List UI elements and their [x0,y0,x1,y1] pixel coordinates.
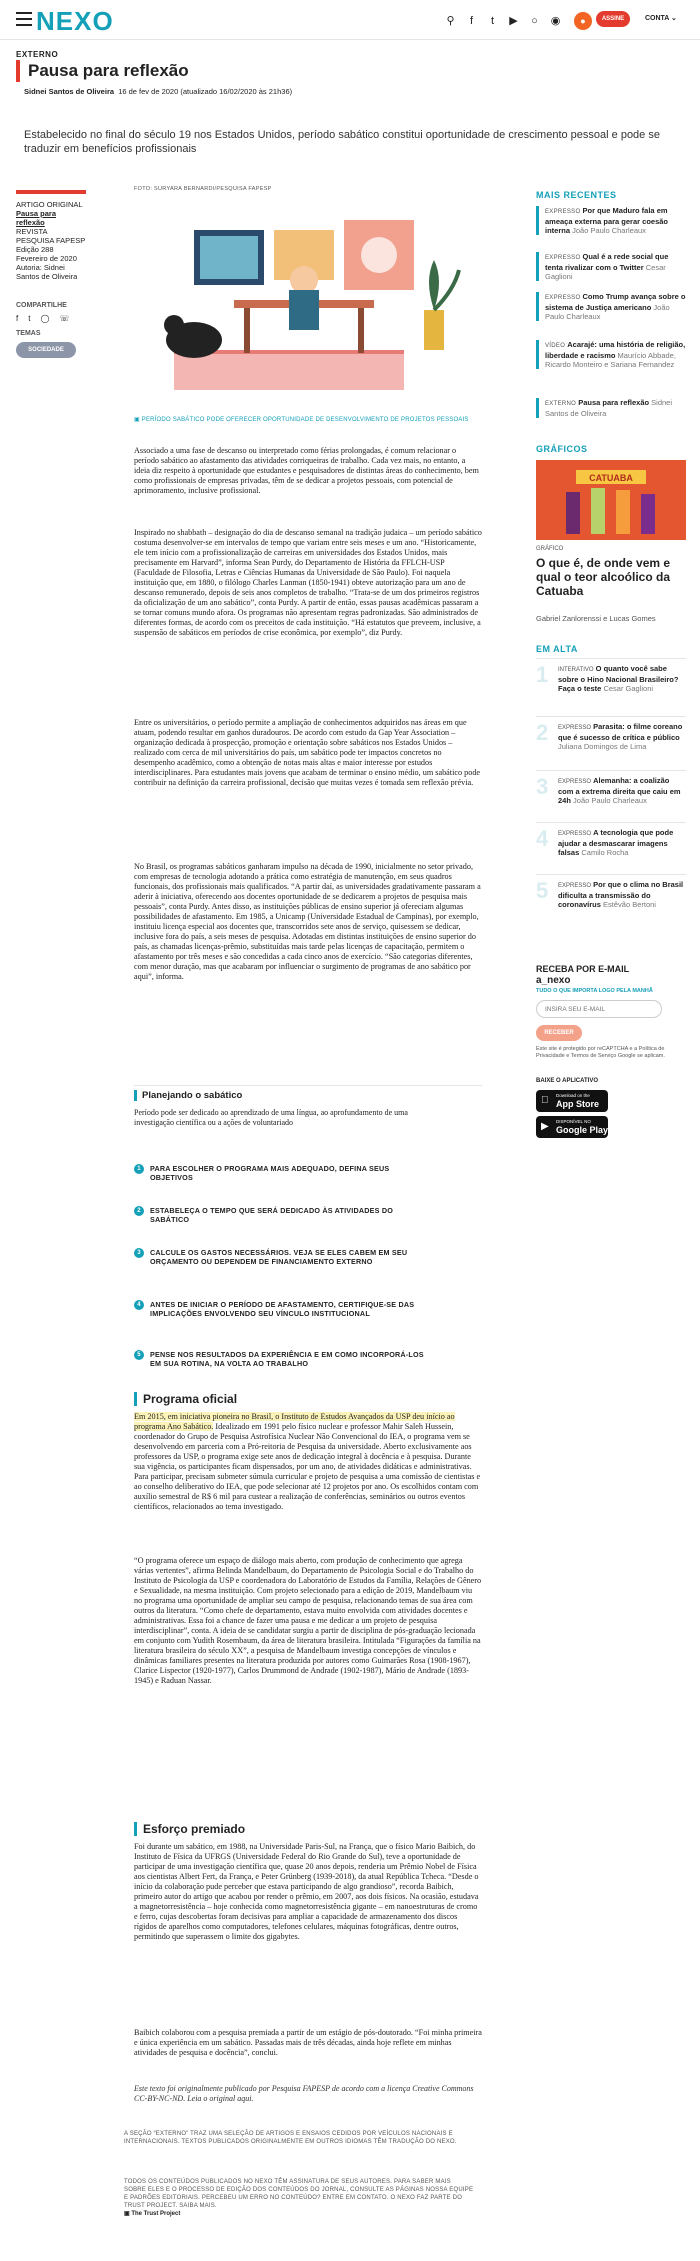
top-bar [0,0,700,40]
newsletter-title: RECEBA POR E-MAIL [536,964,630,974]
podcast-icon[interactable]: ● [574,12,592,30]
updated-date: (atualizado 16/02/2020 às 21h36) [180,87,293,96]
newsletter-subtitle: TUDO O QUE IMPORTA LOGO PELA MANHÃ [536,988,653,994]
highlighted-text: Em 2015, em iniciativa pioneira no Brasil, o Instituto de Estudos Avançados da USP deu início ao programa Ano Sabático. [134,1412,455,1431]
byline [24,87,292,96]
theme-tag[interactable]: SOCIEDADE [16,342,76,358]
planning-step: 5 PENSE NOS RESULTADOS DA EXPERIÊNCIA E EM COMO INCORPORÁ-LOS EM SUA ROTINA, NA VOLTA AO TRABALHO [134,1350,434,1368]
apple-icon [541,1095,549,1106]
site-logo[interactable]: NEXO [36,6,114,36]
graphics-heading: GRÁFICOS [536,444,588,454]
edition-month: Fevereiro de 2020 [16,254,77,263]
recent-heading: MAIS RECENTES [536,190,617,200]
account-link[interactable]: CONTA ⌄ [645,15,677,22]
recent-item[interactable]: VÍDEO Acarajé: uma história de religião, liberdade e racismo Maurício Abbade, Ricardo Monteiro e Sariana Fernandez [536,340,686,369]
section-label[interactable]: EXTERNO [16,50,59,59]
original-label: ARTIGO ORIGINAL [16,200,83,209]
recent-item[interactable]: EXPRESSO Qual é a rede social que tenta rivalizar com o Twitter Cesar Gaglioni [536,252,686,281]
license-note: Este texto foi originalmente publicado por Pesquisa FAPESP de acordo com a licença Creative Commons CC-BY-NC-ND. Leia o original aqui. [134,2084,474,2103]
paragraph: No Brasil, os programas sabáticos ganharam impulso na década de 1990, inicialmente no setor privado, com empresas de tecnologia adotando a prática como estratégia de manutenção, em seus quadros funcionais, dos profissionais mais qualificados. “A partir daí, as universidades gradativamente passaram a aderir à iniciativa, oferecendo aos docentes oportunidade de se dedicarem a projetos de pesquisa mais pessoais”, conta Purdy. Antes disso, as instituições públicas de ensino superior já ofereciam algumas possibilidades de afastamento. Em 1985, a Unicamp (Universidade Estadual de Campinas), por exemplo, instituiu licença especial aos docentes que, transcorridos sete anos de serviço, quisessem se dedicar, inclusive fora do país, a seis meses de pesquisa. Adotadas em distintas instituições de ensino superior do país, as chamadas licenças-prêmio, substituídas mais tarde pelas licenças de capacitação, permitem o afastamento por três meses e são concedidas a cada cinco anos de exercício. “São categorias diferentes, com menor duração, mas que acabaram por influenciar o surgimento de programas de ano sabático por aqui”, informa. [134,862,481,981]
catuaba-illustration [536,460,686,540]
section-heading: Programa oficial [134,1392,237,1406]
externo-note: A SEÇÃO “EXTERNO” TRAZ UMA SELEÇÃO DE ARTIGOS E ENSAIOS CEDIDOS POR VEÍCULOS NACIONAIS E INTERNACIONAIS. TEXTOS PUBLICADOS ORIGINALMENTE EM OUTROS IDIOMAS TÊM TRADUÇÃO DO NEXO. [124,2131,457,2145]
planning-box [134,1085,482,1385]
trending-item[interactable]: 1 INTERATIVO O quanto você sabe sobre o Hino Nacional Brasileiro? Faça o teste Cesar Gaglioni [536,658,686,693]
app-download-label: BAIXE O APLICATIVO [536,1078,599,1084]
trending-item[interactable]: 2 EXPRESSO Parasita: o filme coreano que é sucesso de crítica e público Juliana Domingos de Lima [536,716,686,751]
app-store-button[interactable]: Download on the App Store [536,1090,608,1112]
original-link[interactable]: Pausa para reflexão [16,209,57,227]
planning-step: 2 ESTABELEÇA O TEMPO QUE SERÁ DEDICADO ÀS ATIVIDADES DO SABÁTICO [134,1206,434,1224]
paragraph: Foi durante um sabático, em 1988, na Universidade Paris-Sul, na França, que o físico Mario Baibich, do Instituto de Física da UFRGS (Universidade Federal do Rio Grande do Sul), teve a oportunidade de participar de uma investigação científica que, quase 20 anos depois, renderia um Prêmio Nobel de Física aos cientistas Albert Fert, da França, e Peter Grünberg (1939-2018), da atual República Tcheca. “Desde o início da colaboração pude perceber que estava participando de algo grandioso”, recorda Baibich, primeiro autor do artigo que acabou por render o prêmio, em 2007, aos dois físicos. Na ocasião, estudava a magnetorresistência – hoje conhecida como magnetorresistência gigante – em nanoestruturas de cromo e ferro, cujas descobertas foram decisivas para ampliar a capacidade de armazenamento dos discos rígidos de aparelhos como computadores, telefones celulares, máquinas fotográficas, dentre outros, permitindo que superassem o limite dos gigabytes. [134,1842,479,1941]
edition: Edição 288 [16,245,54,254]
paragraph: Inspirado no shabbath – designação do dia de descanso semanal na tradição judaica – um período sabático costuma desenvolver-se em intervalos de tempo que variam entre seis meses e um ano. “Historicamente, ele tem início com a profissionalização de carreiras em universidades dos Estados Unidos, mais precisamente em Harvard”, informa Sean Purdy, do Departamento de História da FFLCH-USP (Faculdade de Filosofia, Letras e Ciências Humanas da Universidade de São Paulo). Foi naquela instituição que, em 1880, o filólogo Charles Lanman (1850-1941) obteve autorização para um ano de descanso remunerado, depois de seis anos completos de trabalho. “Trata-se de um dos primeiros registros da oficialização de um ano sabático”, conta Purdy. A partir de então, essas pausas acadêmicas passaram a se tornar comuns mundo afora. Os programas não apresentam regras padronizadas. São administrados de diferentes formas, de acordo com os preceitos de cada instituição. “Há estatutos que preveem, inclusive, a suspensão de sabáticos em períodos de crise econômica, por exemplo”, diz Purdy. [134,528,482,637]
planning-step: 4 ANTES DE INICIAR O PERÍODO DE AFASTAMENTO, CERTIFIQUE-SE DAS IMPLICAÇÕES ENVOLVENDO SEU VÍNCULO INSTITUCIONAL [134,1300,434,1318]
graphic-label: GRÁFICO [536,546,564,552]
graphic-title[interactable]: O que é, de onde vem e qual o teor alcoólico da Catuaba [536,556,671,598]
newsletter-logo: a_nexo [536,975,571,986]
menu-icon[interactable] [16,12,32,26]
twitter-icon[interactable]: t [490,14,495,27]
planning-step: 3 CALCULE OS GASTOS NECESSÁRIOS. VEJA SE ELES CABEM EM SEU ORÇAMENTO OU DEPENDEM DE FINANCIAMENTO EXTERNO [134,1248,434,1266]
publish-date: 16 de fev de 2020 [118,87,179,96]
youtube-icon[interactable]: ▶ [509,14,518,27]
facebook-icon[interactable]: f [469,14,474,27]
paragraph: Entre os universitários, o período permite a ampliação de conhecimentos adquiridos nas áreas em que atuam, podendo resultar em ganhos duradouros. De acordo com estudo da Gap Year Association – organização dedicada à prospecção, promoção e orientação sobre sabáticos nos Estados Unidos – realizado com cerca de mil universitários do país, um sabático pode ter impactos concretos no desempenho acadêmico, como a obtenção de notas mais altas e maior interesse por estudos interdisciplinares. Para estudantes mais jovens que acabam de terminar o ensino médio, um sabático pode contribuir na definição da carreira profissional, decisão que muitas vezes é tomada sem reflexão prévia. [134,718,481,787]
trending-item[interactable]: 4 EXPRESSO A tecnologia que pode ajudar a desmascarar imagens falsas Camilo Rocha [536,822,686,857]
search-icon[interactable]: ⚲ [446,14,455,27]
paragraph: “O programa oferece um espaço de diálogo mais aberto, com produção de conhecimento que agrega várias vertentes”, afirma Belinda Mandelbaum, do Departamento de Psicologia Social e do Trabalho do Instituto de Psicologia da USP e coordenadora do Laboratório de Estudos da Família, Relações de Gênero e Sexualidade, na mesma instituição. Com projeto selecionado para a edição de 2019, Mandelbaum viu no programa uma oportunidade de ampliar seu campo de pesquisa, relacionando temas de sua área com outros da literatura. “Como chefe de departamento, estava muito envolvida com atividades docentes e administrativas. Essa foi a chance de fazer uma pausa e me dedicar a um projeto de pesquisa interdisciplinar”, conta. A ideia de se candidatar surgiu a partir de disciplina de pós-graduação lecionada em conjunto com Yudith Rosembaum, da área de literatura brasileira. Intitulada “Figurações da família na literatura brasileira do século XX”, a pesquisa de Mandelbaum investiga concepções de vínculos e dinâmicas familiares presentes na literatura produzida por autores como Guimarães Rosa (1908-1967), Clarice Lispector (1920-1977), Carlos Drummond de Andrade (1902-1987), Mário de Andrade (1893-1945) e Raduan Nassar. [134,1556,482,1685]
planning-intro: Período pode ser dedicado ao aprendizado de uma língua, ao aprofundamento de uma investigação científica ou a ações de voluntariado [134,1108,408,1127]
trust-project-logo[interactable]: ▣ The Trust Project [124,2211,181,2217]
article-subtitle: Estabelecido no final do século 19 nos Estados Unidos, período sabático constitui oportunidade de crescimento pessoal e pode se traduzir em benefícios profissionais [24,129,660,155]
linkedin-share-icon[interactable]: ◯ [40,314,50,323]
graphic-image-text: CATUABA [589,473,633,483]
rights-note: TODOS OS CONTEÚDOS PUBLICADOS NO NEXO TÊM ASSINATURA DE SEUS AUTORES. PARA SABER MAIS SOBRE ELES E O PROCESSO DE EDIÇÃO DOS CONTEÚDOS DO JORNAL, CONSULTE AS PÁGINAS NOSSA EQUIPE E PADRÕES EDITORIAIS. PERCEBEU UM ERRO NO CONTEÚDO? ENTRE EM CONTATO. O NEXO FAZ PARTE DO TRUST PROJECT. SAIBA MAIS. [124,2179,474,2209]
page-title: Pausa para reflexão [16,60,189,82]
recent-item[interactable]: EXTERNO Pausa para reflexão Sidnei Santos de Oliveira [536,398,686,418]
image-caption: ▣ PERÍODO SABÁTICO PODE OFERECER OPORTUNIDADE DE DESENVOLVIMENTO DE PROJETOS PESSOAIS [134,417,469,423]
author-name[interactable]: Sidnei Santos de Oliveira [24,87,115,96]
twitter-share-icon[interactable]: t [28,314,31,323]
spotify-icon[interactable]: ◉ [550,14,561,27]
recent-item[interactable]: EXPRESSO Como Trump avança sobre o sistema de Justiça americano João Paulo Charleaux [536,292,686,321]
subscribe-button[interactable]: ASSINE [596,11,630,27]
themes-label: TEMAS [16,330,41,337]
facebook-share-icon[interactable]: f [16,314,19,323]
newsletter-submit-button[interactable]: RECEBER [536,1025,582,1041]
graphic-authors: Gabriel Zanlorenssi e Lucas Gomes [536,614,656,623]
graphic-thumbnail[interactable] [536,460,686,540]
google-play-button[interactable]: ▶ DISPONÍVEL NO Google Play [536,1116,608,1138]
planning-title: Planejando o sabático [134,1090,242,1101]
paragraph: Baibich colaborou com a pesquisa premiada a partir de um estágio de pós-doutorado. “Foi minha primeira e única experiência em um sabático. Passadas mais de três décadas, ainda hoje reflete em minhas atividades de pesquisa e docência”, conclui. [134,2028,482,2057]
planning-step: 1 PARA ESCOLHER O PROGRAMA MAIS ADEQUADO, DEFINA SEUS OBJETIVOS [134,1164,434,1182]
whatsapp-share-icon[interactable]: ☏ [59,314,70,323]
recaptcha-notice: Este site é protegido por reCAPTCHA e a Política de Privacidade e Termos de Serviço Google se aplicam. [536,1046,665,1059]
email-field[interactable] [536,1000,662,1018]
paragraph: Associado a uma fase de descanso ou interpretado como férias prolongadas, é comum relacionar o período sabático ao afastamento das atividades corriqueiras de trabalho. Cada vez mais, no entanto, a ideia diz respeito à oportunidade que estudantes e pesquisadores de distintas áreas do conhecimento, bem como profissionais de empresas privadas, têm de se dedicar a projetos pessoais, com potencial de aprimoramento, inclusive profissional. [134,446,479,495]
trending-item[interactable]: 3 EXPRESSO Alemanha: a coalizão com a extrema direita que caiu em 24h João Paulo Charleaux [536,770,686,805]
section-heading: Esforço premiado [134,1822,245,1836]
photo-credit: FOTO: SURYARA BERNARDI/PESQUISA FAPESP [134,186,272,192]
original-article-box [16,190,86,281]
trending-item[interactable]: 5 EXPRESSO Por que o clima no Brasil dificulta a transmissão do coronavírus Estêvão Bertoni [536,874,686,909]
paragraph: Em 2015, em iniciativa pioneira no Brasil, o Instituto de Estudos Avançados da USP deu início ao programa Ano Sabático. Idealizado em 1991 pelo físico nuclear e professor Mahir Saleh Hussein, coordenador do Grupo de Pesquisa Astrofísica Nuclear Não Convencional do IEA, o programa vem se desenvolvendo em parceria com a Pró-reitoria de Pesquisa da universidade. Aberto exclusivamente aos professores da USP, o programa exige sete anos de dedicação integral à docência e à pesquisa. Durante sua vigência, os participantes ficam dispensados, por um ano, de atividades didáticas e administrativas. Para participar, precisam submeter súmula curricular e projeto de pesquisa a uma comissão de cientistas e ao conselho deliberativo do IEA, que pode selecionar até 12 projetos por ano. Os escolhidos contam com auxílio semestral de R$ 6 mil para custear a realização de conferências, seminários ou outros eventos científicos, relacionados ao tema investigado. [134,1412,481,1511]
recent-item[interactable]: EXPRESSO Por que Maduro fala em ameaça externa para gerar coesão interna João Paulo Charleaux [536,206,686,235]
article-illustration [134,200,474,400]
share-label: COMPARTILHE [16,302,67,309]
authorship: Autoria: Sidnei Santos de Oliveira [16,263,78,281]
source-name: REVISTA PESQUISA FAPESP [16,227,86,245]
trending-heading: EM ALTA [536,644,578,654]
instagram-icon[interactable]: ○ [531,14,538,27]
google-play-icon: ▶ [541,1121,549,1132]
